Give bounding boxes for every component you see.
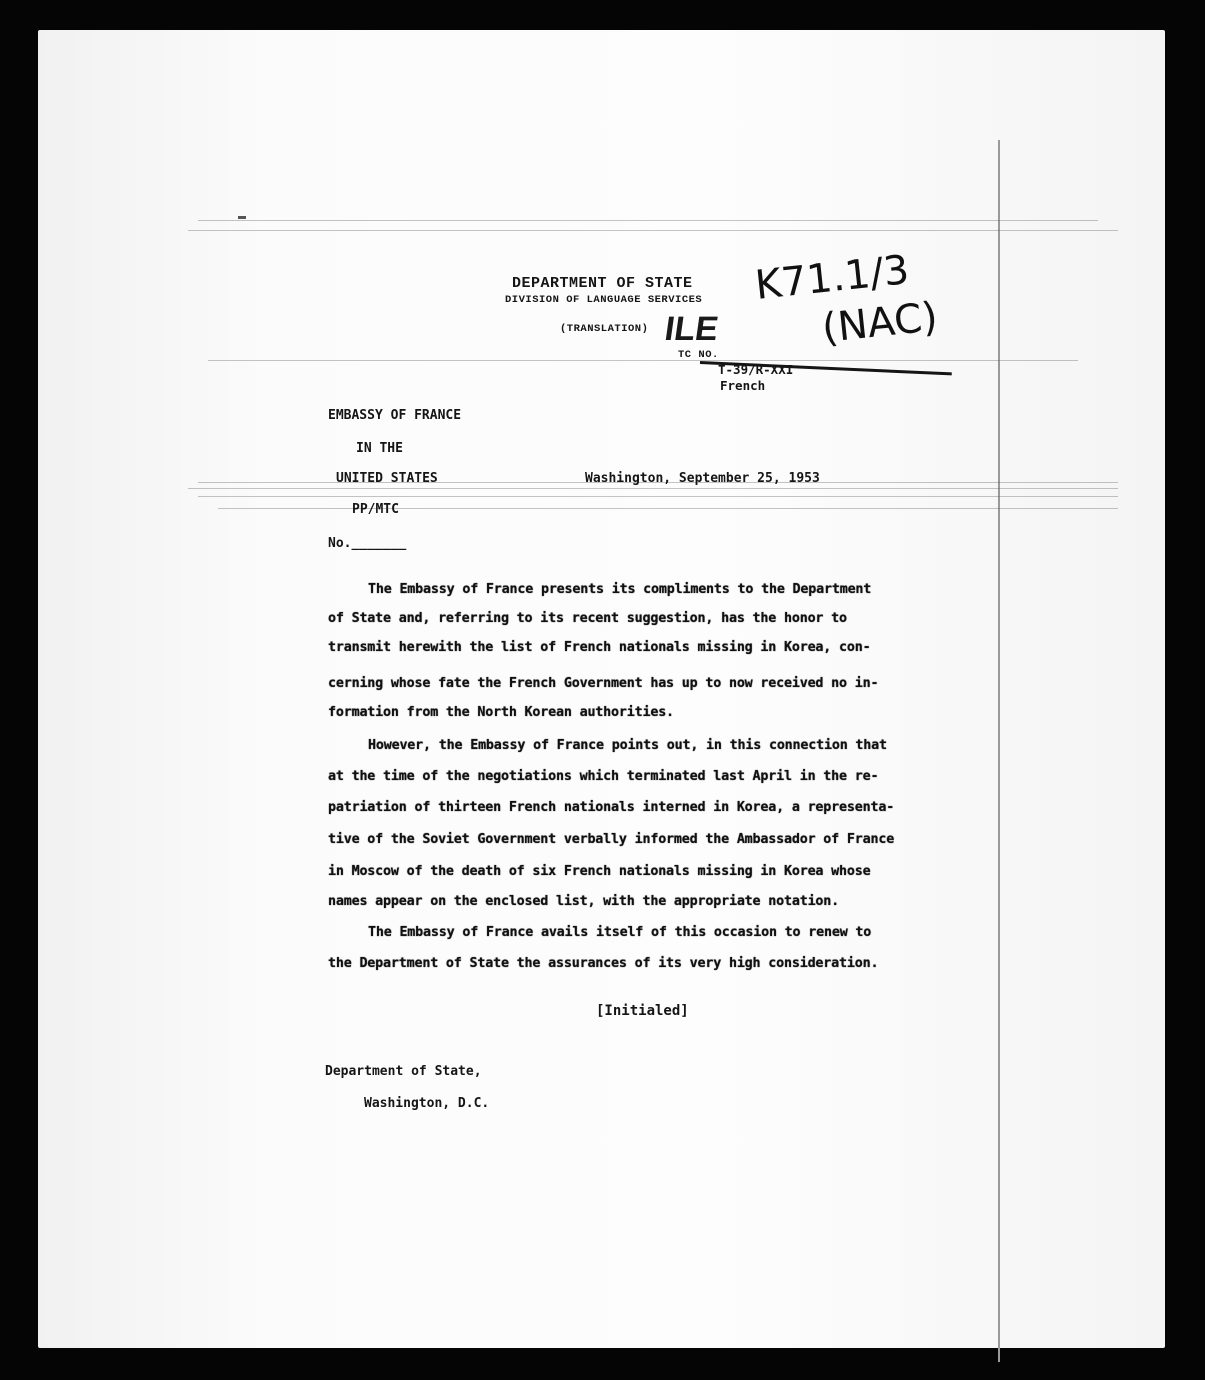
body-line: of State and, referring to its recent suggestion, has the honor to [328, 611, 847, 626]
body-line: However, the Embassy of France points out, in this connection that [368, 738, 887, 753]
sender-line-2: IN THE [356, 441, 403, 456]
scan-speck [238, 216, 246, 219]
body-line: cerning whose fate the French Government has up to now received no in- [328, 676, 879, 691]
handwritten-note: (NAC) [819, 294, 940, 352]
dateline: Washington, September 25, 1953 [585, 471, 820, 486]
scan-streak [198, 496, 1118, 497]
scan-streak [188, 488, 1118, 489]
body-line: The Embassy of France presents its compliments to the Department [368, 582, 872, 597]
scan-streak [188, 230, 1118, 231]
body-line: at the time of the negotiations which terminated last April in the re- [328, 769, 879, 784]
sender-line-1: EMBASSY OF FRANCE [328, 408, 462, 423]
handwritten-file-number: K71.1/3 [753, 247, 912, 309]
department-title: DEPARTMENT OF STATE [512, 275, 693, 292]
addressee-line-1: Department of State, [325, 1064, 482, 1079]
body-line: tive of the Soviet Government verbally informed the Ambassador of France [328, 832, 895, 847]
signature-initialed: [Initialed] [596, 1003, 689, 1019]
translation-label: (TRANSLATION) [560, 323, 649, 335]
body-line: names appear on the enclosed list, with the appropriate notation. [328, 894, 840, 909]
language-label: French [720, 378, 766, 393]
division-title: DIVISION OF LANGUAGE SERVICES [505, 294, 703, 306]
body-line: transmit herewith the list of French nationals missing in Korea, con- [328, 640, 871, 655]
number-field: No._______ [328, 536, 407, 551]
body-line: the Department of State the assurances of its very high consideration. [328, 956, 879, 971]
body-line: patriation of thirteen French nationals interned in Korea, a representa- [328, 800, 895, 815]
body-line: in Moscow of the death of six French nationals missing in Korea whose [328, 864, 871, 879]
addressee-line-2: Washington, D.C. [364, 1096, 490, 1111]
sender-line-3: UNITED STATES [336, 471, 438, 486]
page-edge [998, 140, 1000, 1362]
body-line: formation from the North Korean authorities. [328, 705, 674, 720]
file-code: T-39/R-XXI [718, 362, 794, 377]
tc-number-label: TC NO. [678, 349, 719, 361]
scan-streak [208, 360, 1078, 361]
reference-code: PP/MTC [352, 502, 399, 517]
scan-streak [198, 220, 1098, 221]
file-stamp: ILE [662, 310, 721, 348]
body-line: The Embassy of France avails itself of this occasion to renew to [368, 925, 872, 940]
